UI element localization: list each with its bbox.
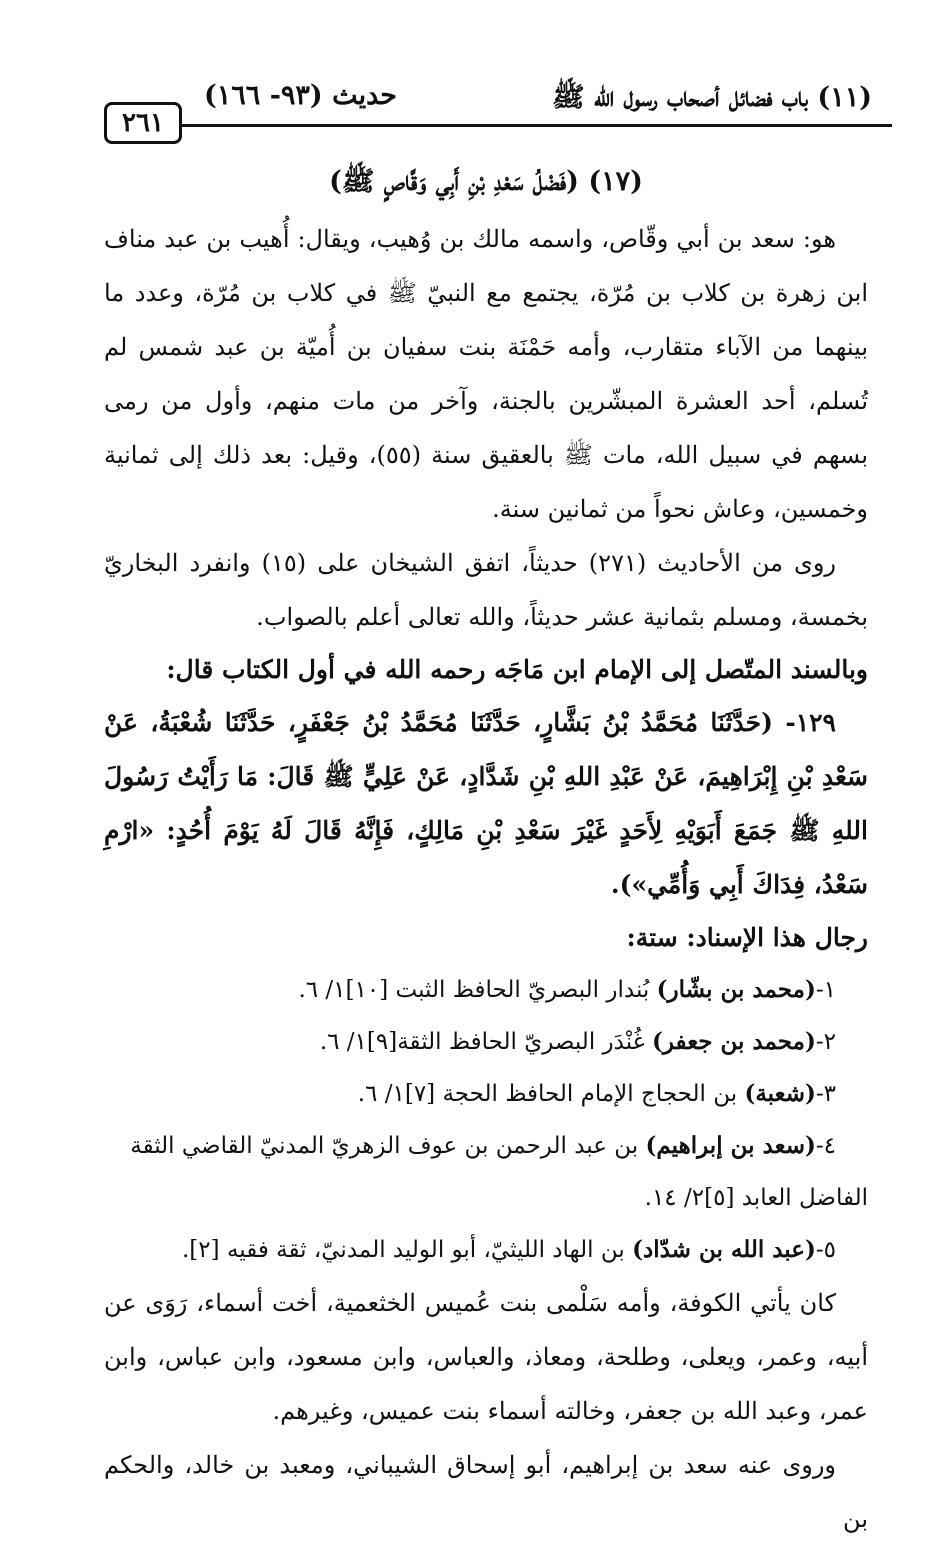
narrator-item: ٢-(محمد بن جعفر) غُنْدَر البصريّ الحافظ الثقة[٩]١/ ٦. bbox=[319, 1028, 836, 1055]
narrator-bio-paragraph: كان يأتي الكوفة، وأمه سَلْمى بنت عُميس الخثعمية، أخت أسماء، رَوَى عن أبيه، وعمر، ويعلى، وطلحة، ومعاذ، والعباس، وابن مسعود، وابن عباس، وابن عمر، وعبد الله بن جعفر، وخالته أسماء بنت عميس، وغيرهم. bbox=[104, 1289, 868, 1425]
narrator-item: ٣-(شعبة) بن الحجاج الإمام الحافظ الحجة [٧]١/ ٦. bbox=[357, 1080, 836, 1107]
narrator-item: ٥-(عبد الله بن شدّاد) بن الهاد الليثيّ، أبو الوليد المدنيّ، ثقة فقيه [٢]. bbox=[182, 1236, 836, 1263]
page-number: ٢٦١ bbox=[104, 102, 182, 144]
page-body bbox=[104, 152, 868, 1546]
narrators-list bbox=[104, 964, 868, 1276]
hadith-text: ١٢٩- (حَدَّثَنَا مُحَمَّدُ بْنُ بَشَّارٍ، حَدَّثَنَا مُحَمَّدُ بْنُ جَعْفَرٍ، حَدَّثَنَا شُعْبَةُ، عَنْ سَعْدِ بْنِ إِبْرَاهِيمَ، عَنْ عَبْدِ اللهِ بْنِ شَدَّادٍ، عَنْ عَلِيٍّ ﷺ قَالَ: مَا رَأَيْتُ رَسُولَ اللهِ ﷺ جَمَعَ أَبَوَيْهِ لِأَحَدٍ غَيْرَ سَعْدِ بْنِ مَالِكٍ، فَإِنَّهُ قَالَ لَهُ يَوْمَ أُحُدٍ: «ارْمِ سَعْدُ، فِدَاكَ أَبِي وَأُمِّي»). bbox=[104, 708, 868, 899]
hadith-range: حديث (٩٣- ١٦٦) bbox=[204, 80, 397, 111]
running-header bbox=[104, 72, 872, 138]
narrators-heading: رجال هذا الإسناد: ستة: bbox=[626, 923, 868, 952]
hadith-count-paragraph: روى من الأحاديث (٢٧١) حديثاً، اتفق الشيخان على (١٥) وانفرد البخاريّ بخمسة، ومسلم بثمانية عشر حديثاً، والله تعالى أعلم بالصواب. bbox=[104, 549, 868, 631]
isnad-heading: وبالسند المتّصل إلى الإمام ابن مَاجَه رحمه الله في أول الكتاب قال: bbox=[166, 655, 868, 684]
narrator-item: ٤-(سعد بن إبراهيم) بن عبد الرحمن بن عوف الزهريّ المدنيّ القاضي الثقة الفاضل العابد [٥]٢/ ١٤. bbox=[130, 1132, 868, 1211]
chapter-title: (١١) باب فضائل أصحاب رسول الله ﷺ bbox=[551, 82, 872, 113]
biography-paragraph: هو: سعد بن أبي وقّاص، واسمه مالك بن وُهيب، ويقال: أُهيب بن عبد مناف ابن زهرة بن كلاب بن مُرّة، يجتمع مع النبيّ ﷺ في كلاب بن مُرّة، وعدد ما بينهما من الآباء متقارب، وأمه حَمْنَة بنت سفيان بن أُميّة بن عبد شمس لم تُسلم، أحد العشرة المبشّرين بالجنة، وآخر من مات منهم، وأول من رمى بسهم في سبيل الله، مات ﷺ بالعقيق سنة (٥٥)، وقيل: بعد ذلك إلى ثمانية وخمسين، وعاش نحواً من ثمانين سنة. bbox=[104, 225, 869, 523]
section-title: (١٧) (فَضْلُ سَعْدِ بْنِ أَبِي وَقَّاصٍ ﷺ) bbox=[329, 166, 643, 197]
header-rule bbox=[174, 124, 892, 127]
narrator-item: ١-(محمد بن بشّار) بُندار البصريّ الحافظ الثبت [١٠]١/ ٦. bbox=[298, 976, 836, 1003]
students-paragraph: وروى عنه سعد بن إبراهيم، أبو إسحاق الشيباني، ومعبد بن خالد، والحكم بن bbox=[104, 1451, 868, 1533]
